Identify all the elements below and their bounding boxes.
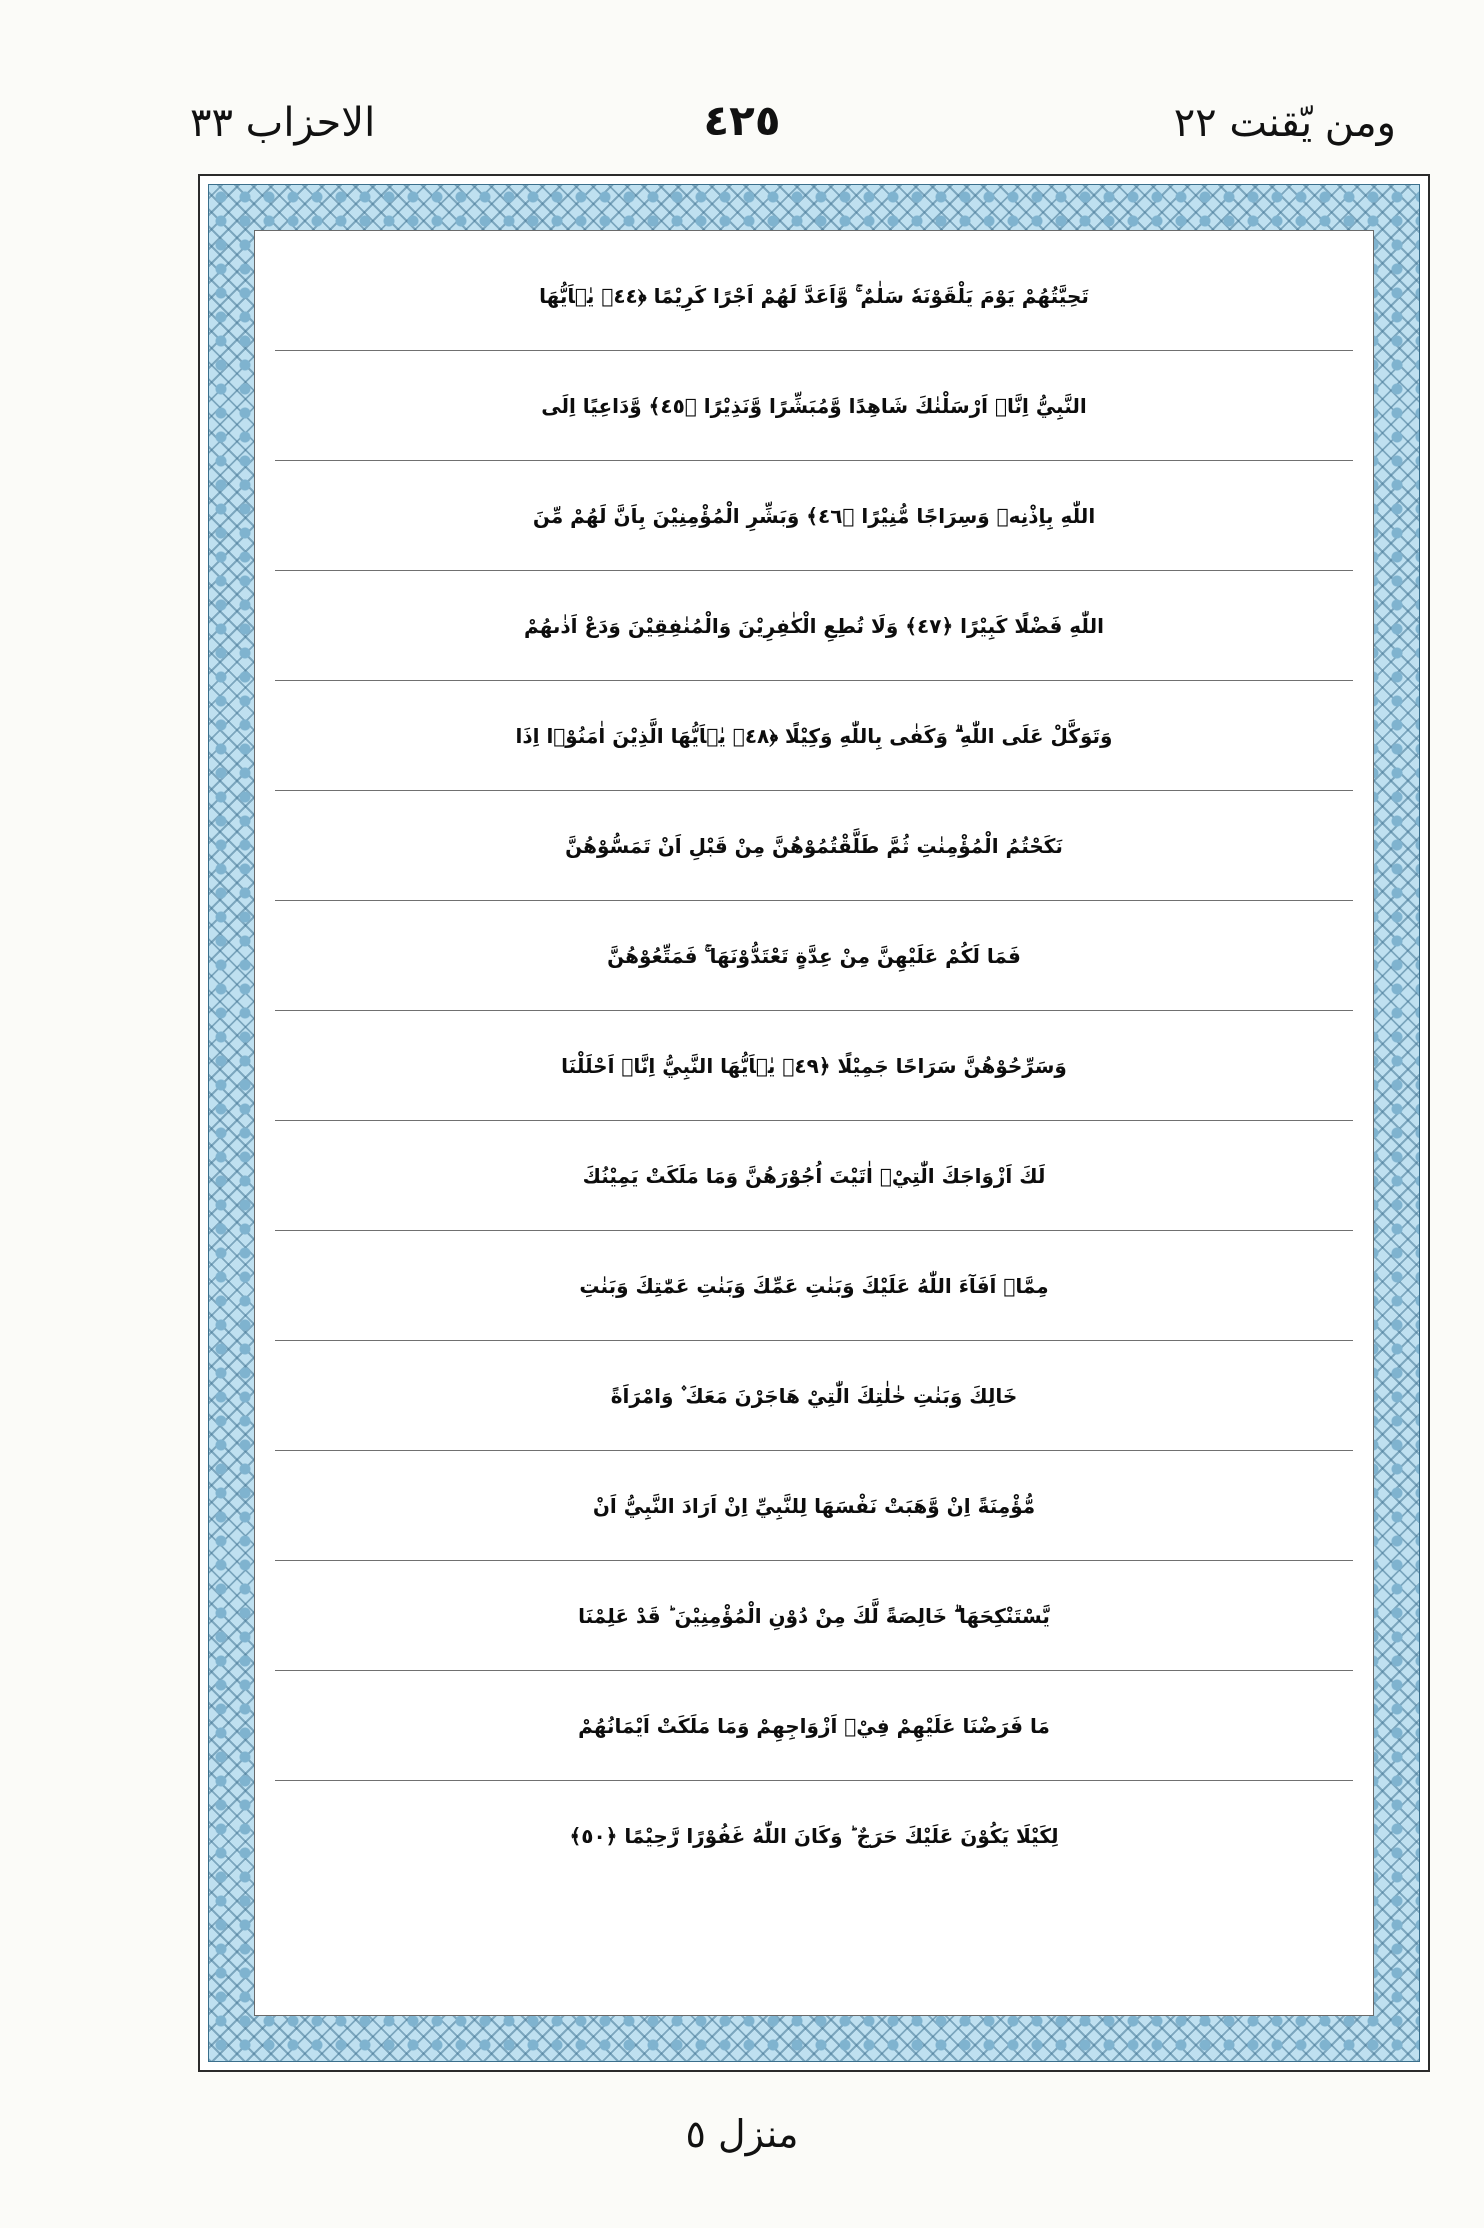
verse-text: اللّٰهِ بِاِذْنِهٖ وَسِرَاجًا مُّنِيْرًا ﴿٤٦﴾ وَبَشِّرِ الْمُؤْمِنِيْنَ بِاَنَّ لَهُمْ مِّنَ — [532, 503, 1096, 528]
verse-line-7 — [275, 901, 1353, 1011]
verse-line-13 — [275, 1561, 1353, 1671]
verse-text: النَّبِيُّ اِنَّاۤ اَرْسَلْنٰكَ شَاهِدًا وَّمُبَشِّرًا وَّنَذِيْرًا ﴿٤٥﴾ وَّدَاعِيًا اِلَى — [541, 393, 1087, 418]
surah-title: الاحزاب ٣٣ — [190, 100, 376, 146]
verse-text: مِمَّاۤ اَفَآءَ اللّٰهُ عَلَيْكَ وَبَنٰتِ عَمِّكَ وَبَنٰتِ عَمّٰتِكَ وَبَنٰتِ — [579, 1273, 1049, 1298]
verse-text: فَمَا لَكُمْ عَلَيْهِنَّ مِنْ عِدَّةٍ تَعْتَدُّوْنَهَا ۚ فَمَتِّعُوْهُنَّ — [607, 943, 1021, 968]
page-number: ٤٢٥ — [703, 96, 781, 145]
verse-text: لَكَ اَزْوَاجَكَ الّٰتِيْۤ اٰتَيْتَ اُجُوْرَهُنَّ وَمَا مَلَكَتْ يَمِيْنُكَ — [582, 1163, 1046, 1188]
verse-text: وَسَرِّحُوْهُنَّ سَرَاحًا جَمِيْلًا ﴿٤٩﴾ يٰۤاَيُّهَا النَّبِيُّ اِنَّاۤ اَحْلَلْنَا — [561, 1053, 1067, 1078]
verse-line-4 — [275, 571, 1353, 681]
verse-line-14 — [275, 1671, 1353, 1781]
manzil-footer: منزل ٥ — [685, 2112, 799, 2156]
verse-line-11 — [275, 1341, 1353, 1451]
verse-panel — [254, 230, 1374, 2016]
verse-line-12 — [275, 1451, 1353, 1561]
verse-text: مُّؤْمِنَةً اِنْ وَّهَبَتْ نَفْسَهَا لِلنَّبِيِّ اِنْ اَرَادَ النَّبِيُّ اَنْ — [592, 1493, 1036, 1518]
juz-title: ومن يّقنت ٢٢ — [1173, 100, 1396, 146]
verse-line-8 — [275, 1011, 1353, 1121]
verse-text: وَتَوَكَّلْ عَلَى اللّٰهِ ۗ وَكَفٰى بِاللّٰهِ وَكِيْلًا ﴿٤٨﴾ يٰۤاَيُّهَا الَّذِيْنَ اٰمَنُوْۤا اِذَا — [515, 723, 1113, 748]
page-frame — [198, 174, 1430, 2072]
verse-line-3 — [275, 461, 1353, 571]
verse-text: مَا فَرَضْنَا عَلَيْهِمْ فِيْۤ اَزْوَاجِهِمْ وَمَا مَلَكَتْ اَيْمَانُهُمْ — [578, 1713, 1050, 1738]
verse-line-2 — [275, 351, 1353, 461]
verse-line-5 — [275, 681, 1353, 791]
verse-text: خَالِكَ وَبَنٰتِ خٰلٰتِكَ الّٰتِيْ هَاجَرْنَ مَعَكَ ۫ وَامْرَاَةً — [610, 1383, 1018, 1408]
verse-line-15 — [275, 1781, 1353, 1891]
verse-text: لِكَيْلَا يَكُوْنَ عَلَيْكَ حَرَجٌ ؕ وَكَانَ اللّٰهُ غَفُوْرًا رَّحِيْمًا ﴿٥٠﴾ — [569, 1824, 1059, 1848]
verse-line-6 — [275, 791, 1353, 901]
verse-text: اللّٰهِ فَضْلًا كَبِيْرًا ﴿٤٧﴾ وَلَا تُطِعِ الْكٰفِرِيْنَ وَالْمُنٰفِقِيْنَ وَدَعْ اَذٰىهُمْ — [524, 613, 1104, 638]
verse-line-9 — [275, 1121, 1353, 1231]
verse-text: يَّسْتَنْكِحَهَا ۗ خَالِصَةً لَّكَ مِنْ دُوْنِ الْمُؤْمِنِيْنَ ؕ قَدْ عَلِمْنَا — [578, 1603, 1050, 1628]
verse-text: نَكَحْتُمُ الْمُؤْمِنٰتِ ثُمَّ طَلَّقْتُمُوْهُنَّ مِنْ قَبْلِ اَنْ تَمَسُّوْهُنَّ — [565, 833, 1063, 858]
verse-line-10 — [275, 1231, 1353, 1341]
verse-line-1 — [275, 241, 1353, 351]
verse-text: تَحِيَّتُهُمْ يَوْمَ يَلْقَوْنَهٗ سَلٰمٌ ۚ وَّاَعَدَّ لَهُمْ اَجْرًا كَرِيْمًا ﴿٤٤﴾ يٰۤاَيُّهَا — [539, 283, 1089, 308]
page-header — [0, 0, 1484, 170]
